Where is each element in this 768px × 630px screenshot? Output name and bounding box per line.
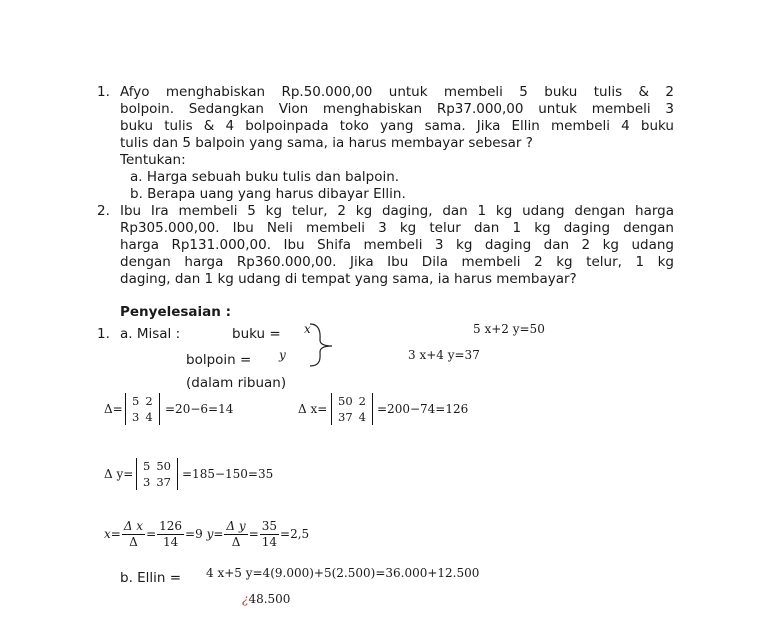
dalam-ribuan: (dalam ribuan) (186, 375, 287, 391)
matrix-cell: 50 (338, 394, 353, 408)
var-y: y (279, 348, 286, 362)
problem-1-line-1: Afyo menghabiskan Rp.50.000,00 untuk membeli 5 buku tulis & 2 (120, 84, 674, 100)
problem-1-line-4: tulis dan 5 balpoin yang sama, ia harus membayar sebesar ? (120, 135, 533, 151)
problem-2-line-1: Ibu Ira membeli 5 kg telur, 2 kg daging, dan 1 kg udang dengan harga (120, 203, 674, 219)
part-b-label: b. Ellin = (120, 570, 182, 586)
var-x: x (304, 322, 311, 336)
problem-1-tentukan: Tentukan: (120, 152, 186, 168)
fraction-denominator: Δ (231, 535, 241, 549)
matrix-cell: 37 (338, 410, 353, 424)
matrix-cell: 37 (156, 475, 171, 489)
x-result: =9 (185, 527, 203, 541)
delta-x-result: =200−74=126 (377, 402, 469, 416)
part-b-final (242, 592, 290, 606)
problem-2-line-4: dengan harga Rp360.000,00. Jika Ibu Dila membeli 2 kg telur, 1 kg (120, 254, 674, 270)
fraction-denominator: 14 (162, 535, 179, 549)
bolpoin-label: bolpoin = (186, 352, 252, 368)
problem-1-number: 1. (97, 84, 110, 100)
error-glyph: ¿ (242, 592, 249, 606)
fraction-numerator: 126 (159, 519, 183, 533)
matrix-cell: 5 (132, 394, 140, 408)
xy-solution: x= $\frac{\text{Δ x}}{\Delta}$ = $\frac{126}{14}$ =9 y= $\frac{\text{Δ y}}{\Delta}$ = $\frac{35}{14}$ =2,5 (104, 519, 310, 549)
fraction-denominator: Δ (129, 535, 138, 549)
solution-heading: Penyelesaian : (120, 304, 231, 320)
buku-label: buku = (232, 326, 281, 342)
fraction (224, 519, 247, 550)
misal-label: a. Misal : (120, 326, 181, 342)
fraction-denominator: 14 (261, 535, 278, 549)
problem-1-line-3: buku tulis & 4 bolpoinpada toko yang sama. Jika Ellin membeli 4 buku (120, 118, 674, 134)
fraction-numerator: Δ y (226, 519, 246, 533)
part-b-expression: 4 x+5 y=4(9.000)+5(2.500)=36.000+12.500 (206, 566, 480, 580)
delta-label: Δ= (104, 402, 123, 416)
matrix-cell: 3 (132, 410, 140, 424)
part-b-final-value: 48.500 (248, 592, 291, 606)
problem-1-sub-b: b. Berapa uang yang harus dibayar Ellin. (130, 186, 406, 202)
matrix-cell: 4 (358, 410, 366, 424)
matrix-cell: 2 (358, 394, 366, 408)
equation-1: 5 x+2 y=50 (473, 322, 545, 336)
delta-y-label: Δ y= (104, 467, 134, 481)
delta-y-result: =185−150=35 (182, 467, 274, 481)
fraction-numerator: Δ x (123, 519, 144, 533)
delta-x-label: Δ x= (298, 402, 328, 416)
matrix-cell: 2 (145, 394, 153, 408)
problem-2-number: 2. (97, 203, 110, 219)
problem-2-line-5: daging, dan 1 kg udang di tempat yang sama, ia harus membayar? (120, 271, 577, 287)
curly-brace (296, 320, 340, 370)
delta-matrix (125, 393, 160, 425)
delta-result: =20−6=14 (165, 402, 234, 416)
delta-y-matrix (136, 458, 178, 490)
problem-1-sub-a: a. Harga sebuah buku tulis dan balpoin. (130, 169, 400, 185)
matrix-cell: 4 (145, 410, 153, 424)
solution-number: 1. (97, 326, 110, 342)
delta-x-matrix (331, 393, 373, 425)
problem-2-line-3: harga Rp131.000,00. Ibu Shifa membeli 3 kg daging dan 2 kg udang (120, 237, 674, 253)
fraction (122, 519, 145, 550)
y-result: =2,5 (280, 527, 310, 541)
problem-1-line-2: bolpoin. Sedangkan Vion menghabiskan Rp37.000,00 untuk membeli 3 (120, 101, 674, 117)
fraction (260, 519, 279, 550)
y-label: y= (206, 527, 224, 541)
problem-2-line-2: Rp305.000,00. Ibu Neli membeli 3 kg telur dan 1 kg daging dengan (120, 220, 674, 236)
matrix-cell: 50 (156, 459, 171, 473)
matrix-cell: 3 (143, 475, 151, 489)
matrix-cell: 5 (143, 459, 151, 473)
equation-2: 3 x+4 y=37 (408, 348, 480, 362)
fraction (157, 519, 184, 550)
fraction-numerator: 35 (261, 519, 278, 533)
x-label: x= (104, 527, 121, 541)
